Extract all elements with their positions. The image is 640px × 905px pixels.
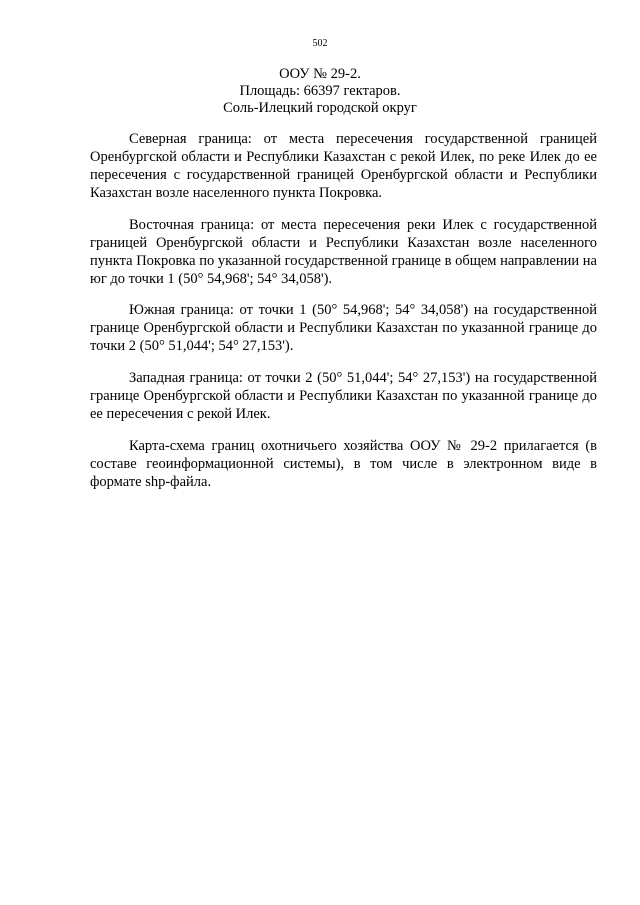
document-header: [60, 66, 580, 117]
paragraph-east-boundary: Восточная граница: от места пересечения реки Илек с государственной границей Оренбургской области и Республики Казахстан возле населенного пункта Покровка по указанной государственной границе в общем направлении на юг до точки 1 (50° 54,968'; 54° 34,058').: [90, 217, 597, 287]
header-hunting-area-id: ООУ № 29-2.: [279, 66, 361, 82]
header-district: Соль-Илецкий городской округ: [223, 100, 417, 116]
paragraph-west-boundary: Западная граница: от точки 2 (50° 51,044'; 54° 27,153') на государственной границе Оренбургской области и Республики Казахстан по указанной границе до ее пересечения с рекой Илек.: [90, 370, 597, 422]
page-number: 502: [312, 38, 328, 49]
paragraph-map-attachment: Карта-схема границ охотничьего хозяйства ООУ № 29-2 прилагается (в составе геоинформационной системы), в том числе в электронном виде в формате shp-файла.: [90, 438, 597, 490]
header-area: Площадь: 66397 гектаров.: [239, 83, 401, 99]
paragraph-north-boundary: Северная граница: от места пересечения государственной границей Оренбургской области и Республики Казахстан с рекой Илек, по реке Илек до ее пересечения с государственной границей Оренбургской области и Республики Казахстан возле населенного пункта Покровка.: [90, 131, 597, 201]
paragraph-south-boundary: Южная граница: от точки 1 (50° 54,968'; 54° 34,058') на государственной границе Оренбургской области и Республики Казахстан по указанной границе до точки 2 (50° 51,044'; 54° 27,153').: [90, 302, 597, 354]
